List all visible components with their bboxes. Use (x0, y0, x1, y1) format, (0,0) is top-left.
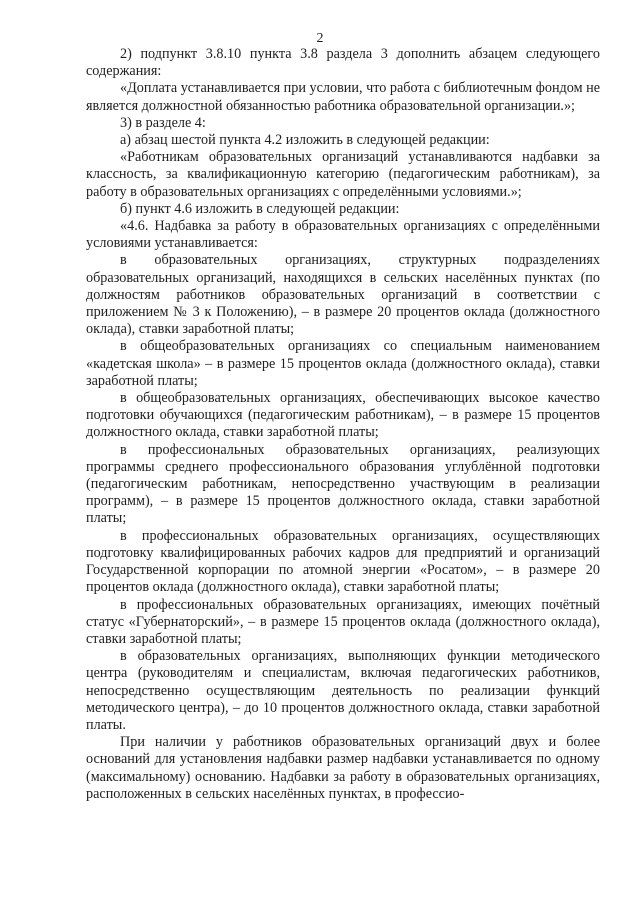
paragraph-rural-organizations: в образовательных организациях, структурных подразделениях образовательных организаций, находящихся в сельских населённых пунктах (по должностям работников образовательных организаций в соответствии с приложением № 3 к Положению), – в размере 20 процентов оклада (должностного оклада), ставки заработной платы; (86, 252, 600, 338)
paragraph-4-2-text: «Работникам образовательных организаций устанавливаются надбавки за классность, за квалификационную категорию (педагогическим работникам), за работу в образовательных организациях с определёнными условиями.»; (86, 149, 600, 200)
document-body (86, 46, 600, 803)
paragraph-section-4: 3) в разделе 4: (120, 114, 206, 131)
paragraph-4-6-intro: б) пункт 4.6 изложить в следующей редакции: (120, 200, 400, 217)
paragraph-4-2-intro: а) абзац шестой пункта 4.2 изложить в следующей редакции: (120, 132, 490, 149)
paragraph-advanced-training: в профессиональных образовательных организациях, реализующих программы среднего профессионального образования углублённой подготовки (педагогическим работникам, непосредственно участвующим в реализации программ), – в размере 15 процентов должностного оклада, ставки заработной платы; (86, 441, 600, 527)
paragraph-2-amend-3-8-10: 2) подпункт 3.8.10 пункта 3.8 раздела 3 дополнить абзацем следующего содержания: (86, 46, 600, 80)
paragraph-rosatom: в профессиональных образовательных организациях, осуществляющих подготовку квалифицированных рабочих кадров для предприятий и организаций Государственной корпорации по атомной энергии «Росатом», – в размере 20 процентов оклада (должностного оклада), ставки заработной платы; (86, 527, 600, 596)
paragraph-governors-status: в профессиональных образовательных организациях, имеющих почётный статус «Губернаторский», – в размере 15 процентов оклада (должностного оклада), ставки заработной платы; (86, 596, 600, 647)
paragraph-cadet-school: в общеобразовательных организациях со специальным наименованием «кадетская школа» – в размере 15 процентов оклада (должностного оклада), ставки заработной платы; (86, 338, 600, 389)
paragraph-methodical-center: в образовательных организациях, выполняющих функции методического центра (руководителям и специалистам, включая педагогических работников, непосредственно осуществляющим деятельность по реализации функций методического центра), – до 10 процентов должностного оклада, ставки заработной платы. (86, 648, 600, 733)
page-number: 2 (316, 31, 324, 46)
paragraph-library-fund-clause: «Доплата устанавливается при условии, что работа с библиотечным фондом не является должностной обязанностью работника образовательной организации.»; (86, 80, 600, 114)
paragraph-4-6-text: «4.6. Надбавка за работу в образовательных организациях с определёнными условиями устанавливается: (86, 218, 600, 252)
paragraph-multiple-grounds: При наличии у работников образовательных организаций двух и более оснований для установления надбавки размер надбавки устанавливается по одному (максимальному) основанию. Надбавки за работу в образовательных организациях, расположенных в сельских населённых пунктах, в профессио- (86, 734, 600, 802)
paragraph-high-quality-training: в общеобразовательных организациях, обеспечивающих высокое качество подготовки обучающихся (педагогическим работникам), – в размере 15 процентов должностного оклада, ставки заработной платы; (86, 390, 600, 441)
